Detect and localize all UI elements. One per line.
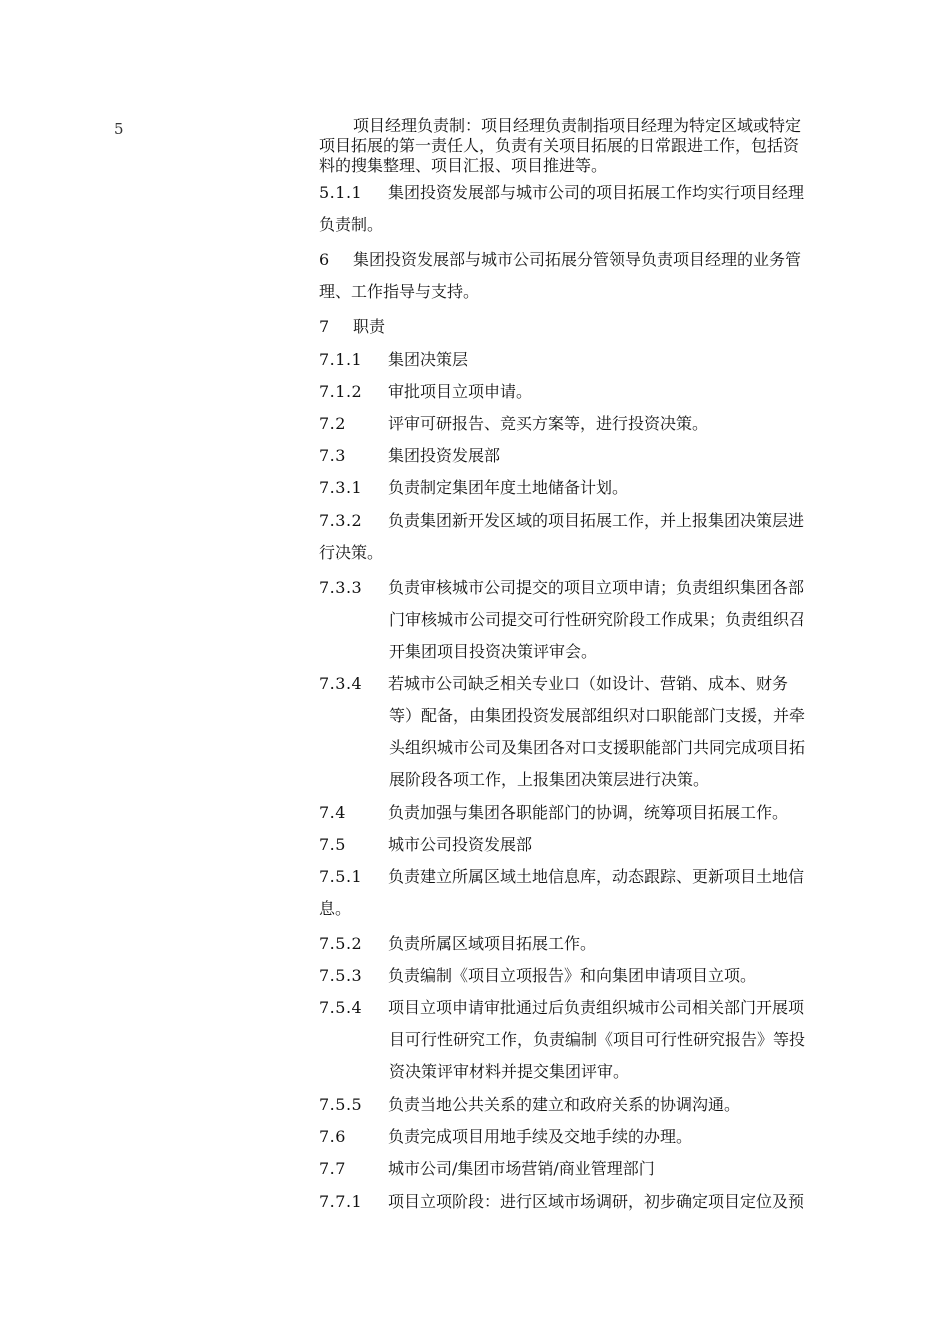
clause-continuation: 开集团项目投资决策评审会。 [389, 642, 598, 661]
clause-number: 7.5.3 [319, 966, 363, 985]
clause-text: 集团投资发展部与城市公司的项目拓展工作均实行项目经理 [388, 183, 805, 202]
clause-first-line [319, 311, 839, 343]
clause-first-line [319, 505, 839, 537]
clause-entry [319, 572, 839, 668]
clause-text: 负责当地公共关系的建立和政府关系的协调沟通。 [388, 1095, 741, 1114]
clause-first-line [319, 408, 839, 440]
clause-text: 项目立项申请审批通过后负责组织城市公司相关部门开展项 [388, 998, 805, 1017]
clause-text: 项目立项阶段：进行区域市场调研，初步确定项目定位及预 [388, 1192, 805, 1211]
clause-first-line [319, 1089, 839, 1121]
clause-continuation: 资决策评审材料并提交集团评审。 [389, 1062, 630, 1081]
clause-number: 7.3 [319, 446, 346, 465]
clause-continuation: 门审核城市公司提交可行性研究阶段工作成果；负责组织召 [389, 610, 806, 629]
clause-text: 集团决策层 [388, 350, 469, 369]
clause-continuation: 行决策。 [319, 543, 384, 562]
clause-entry [319, 1186, 839, 1218]
clause-first-line [319, 960, 839, 992]
clause-entry [319, 440, 839, 472]
clause-entry [319, 992, 839, 1088]
clause-text: 城市公司投资发展部 [388, 835, 533, 854]
clause-text: 负责加强与集团各职能部门的协调，统筹项目拓展工作。 [388, 803, 789, 822]
clause-first-line [319, 177, 839, 209]
clause-first-line [319, 244, 839, 276]
clause-text: 评审可研报告、竞买方案等，进行投资决策。 [388, 414, 709, 433]
clause-entry [319, 376, 839, 408]
clause-first-line [319, 440, 839, 472]
clause-text: 负责集团新开发区域的项目拓展工作，并上报集团决策层进 [388, 511, 805, 530]
clause-continuation: 等）配备，由集团投资发展部组织对口职能部门支援，并牵 [389, 706, 806, 725]
clause-entry [319, 472, 839, 504]
clause-first-line [319, 797, 839, 829]
clause-text: 负责制定集团年度土地储备计划。 [388, 478, 629, 497]
intro-line: 项目拓展的第一责任人，负责有关项目拓展的日常跟进工作，包括资 [319, 136, 800, 155]
clause-entry [319, 861, 839, 925]
clause-number: 5.1.1 [319, 183, 363, 202]
clause-entry [319, 928, 839, 960]
clause-continuation: 头组织城市公司及集团各对口支援职能部门共同完成项目拓 [389, 738, 806, 757]
clause-text: 负责完成项目用地手续及交地手续的办理。 [388, 1127, 693, 1146]
clause-first-line [319, 1153, 839, 1185]
clause-entry [319, 311, 839, 343]
clause-first-line [319, 572, 839, 604]
clause-text: 集团投资发展部 [388, 446, 501, 465]
clause-number: 7.2 [319, 414, 346, 433]
clause-first-line [319, 992, 839, 1024]
clause-number: 7.3.1 [319, 478, 363, 497]
clause-first-line [319, 472, 839, 504]
clause-number: 7.5.1 [319, 867, 363, 886]
intro-line: 项目经理负责制：项目经理负责制指项目经理为特定区域或特定 [353, 116, 802, 135]
clause-number: 7.5.2 [319, 934, 363, 953]
clause-number: 7.5.4 [319, 998, 363, 1017]
intro-line: 料的搜集整理、项目汇报、项目推进等。 [319, 156, 608, 175]
clause-first-line [319, 1186, 839, 1218]
clause-number: 7.3.4 [319, 674, 363, 693]
clause-entry [319, 1121, 839, 1153]
clause-number: 7 [319, 317, 330, 336]
clause-entry [319, 505, 839, 569]
clause-entry [319, 244, 839, 308]
intro-paragraph [319, 116, 835, 176]
clause-text: 若城市公司缺乏相关专业口（如设计、营销、成本、财务 [388, 674, 789, 693]
clause-number: 7.3.3 [319, 578, 363, 597]
clause-entry [319, 960, 839, 992]
clause-number: 7.5 [319, 835, 346, 854]
clause-entry [319, 408, 839, 440]
clause-entry [319, 829, 839, 861]
clause-first-line [319, 829, 839, 861]
clause-entry [319, 344, 839, 376]
clause-number: 7.3.2 [319, 511, 363, 530]
clause-number: 7.4 [319, 803, 346, 822]
clause-text: 负责编制《项目立项报告》和向集团申请项目立项。 [388, 966, 757, 985]
clause-first-line [319, 861, 839, 893]
clause-text: 负责所属区域项目拓展工作。 [388, 934, 597, 953]
clause-number: 7.7 [319, 1159, 346, 1178]
clause-continuation: 展阶段各项工作，上报集团决策层进行决策。 [389, 770, 710, 789]
clause-continuation: 理、工作指导与支持。 [319, 282, 480, 301]
clause-entry [319, 177, 839, 241]
clause-number: 7.5.5 [319, 1095, 363, 1114]
clause-entry [319, 797, 839, 829]
clause-first-line [319, 668, 839, 700]
clause-continuation: 息。 [319, 899, 352, 918]
clause-first-line [319, 928, 839, 960]
clause-entry [319, 1089, 839, 1121]
clause-first-line [319, 344, 839, 376]
clause-number: 7.6 [319, 1127, 346, 1146]
clause-first-line [319, 1121, 839, 1153]
clause-text: 集团投资发展部与城市公司拓展分管领导负责项目经理的业务管 [353, 250, 802, 269]
clause-number: 7.1.2 [319, 382, 363, 401]
margin-number: 5 [114, 120, 124, 138]
clause-entry [319, 668, 839, 796]
clause-number: 7.1.1 [319, 350, 363, 369]
clause-number: 7.7.1 [319, 1192, 363, 1211]
clause-first-line [319, 376, 839, 408]
clause-text: 城市公司/集团市场营销/商业管理部门 [388, 1159, 655, 1178]
clause-continuation: 目可行性研究工作，负责编制《项目可行性研究报告》等投 [389, 1030, 806, 1049]
clause-text: 负责审核城市公司提交的项目立项申请；负责组织集团各部 [388, 578, 805, 597]
clause-text: 负责建立所属区域土地信息库，动态跟踪、更新项目土地信 [388, 867, 805, 886]
clause-continuation: 负责制。 [319, 215, 384, 234]
clause-text: 审批项目立项申请。 [388, 382, 533, 401]
clause-text: 职责 [353, 317, 386, 336]
clause-entry [319, 1153, 839, 1185]
clause-number: 6 [319, 250, 330, 269]
